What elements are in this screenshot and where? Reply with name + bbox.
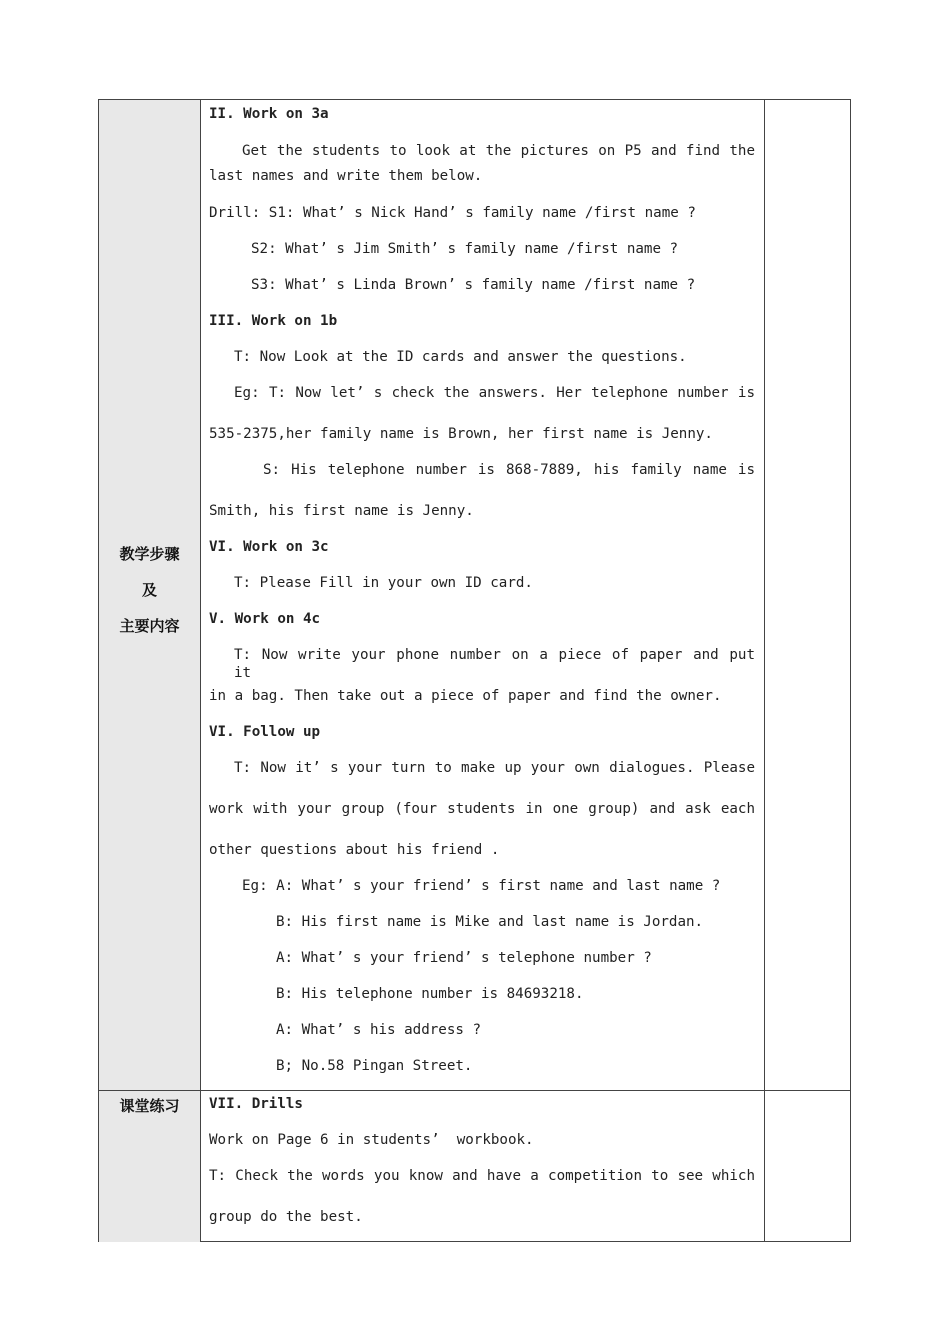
paragraph-line: T: Please Fill in your own ID card. <box>234 575 533 591</box>
paragraph-line: other questions about his friend . <box>209 842 500 858</box>
dialogue-line: B: His first name is Mike and last name is Jordan. <box>276 914 704 930</box>
paragraph-line: T: Now Look at the ID cards and answer the questions. <box>234 349 687 365</box>
paragraph-line: S: His telephone number is 868-7889, his family name is <box>263 462 755 478</box>
section-heading-4c: V. Work on 4c <box>209 611 321 627</box>
paragraph-line: Smith, his first name is Jenny. <box>209 503 474 519</box>
paragraph-line: Eg: T: Now let’ s check the answers. Her telephone number is <box>234 385 755 401</box>
column-divider-left <box>200 100 201 1241</box>
drill-line: Drill: S1: What’ s Nick Hand’ s family name /first name ? <box>209 205 696 221</box>
column-divider-right <box>764 100 765 1241</box>
paragraph-line: Work on Page 6 in students’ workbook. <box>209 1132 534 1148</box>
dialogue-line: B; No.58 Pingan Street. <box>276 1058 473 1074</box>
dialogue-line: A: What’ s your friend’ s telephone number ? <box>276 950 652 966</box>
section-heading-3c: VI. Work on 3c <box>209 539 329 555</box>
practice-label: 课堂练习 <box>119 1097 180 1115</box>
drill-line: S2: What’ s Jim Smith’ s family name /first name ? <box>251 241 679 257</box>
section-heading-drills: VII. Drills <box>209 1096 303 1112</box>
steps-label-line2: 及 <box>141 581 157 599</box>
paragraph-line: in a bag. Then take out a piece of paper and find the owner. <box>209 688 722 704</box>
paragraph-line: Get the students to look at the pictures on P5 and find the <box>242 143 755 159</box>
section-heading-1b: III. Work on 1b <box>209 313 338 329</box>
paragraph-line: group do the best. <box>209 1209 363 1225</box>
steps-label-line3: 主要内容 <box>119 617 180 635</box>
paragraph-line: T: Now write your phone number on a piece of paper and put it <box>234 647 755 681</box>
paragraph-line: T: Check the words you know and have a competition to see which <box>209 1168 755 1184</box>
drill-line: S3: What’ s Linda Brown’ s family name /first name ? <box>251 277 696 293</box>
dialogue-line: B: His telephone number is 84693218. <box>276 986 584 1002</box>
paragraph-line: 535-2375,her family name is Brown, her first name is Jenny. <box>209 426 713 442</box>
paragraph-line: last names and write them below. <box>209 168 483 184</box>
dialogue-line: A: What’ s his address ? <box>276 1022 481 1038</box>
dialogue-line: Eg: A: What’ s your friend’ s first name and last name ? <box>242 878 721 894</box>
paragraph-line: work with your group (four students in one group) and ask each <box>209 801 755 817</box>
lesson-plan-table <box>98 99 851 1242</box>
section-heading-3a: II. Work on 3a <box>209 106 329 122</box>
section-heading-follow-up: VI. Follow up <box>209 724 321 740</box>
paragraph-line: T: Now it’ s your turn to make up your own dialogues. Please <box>234 760 755 776</box>
steps-label-line1: 教学步骤 <box>119 545 180 563</box>
row-divider <box>99 1090 850 1091</box>
